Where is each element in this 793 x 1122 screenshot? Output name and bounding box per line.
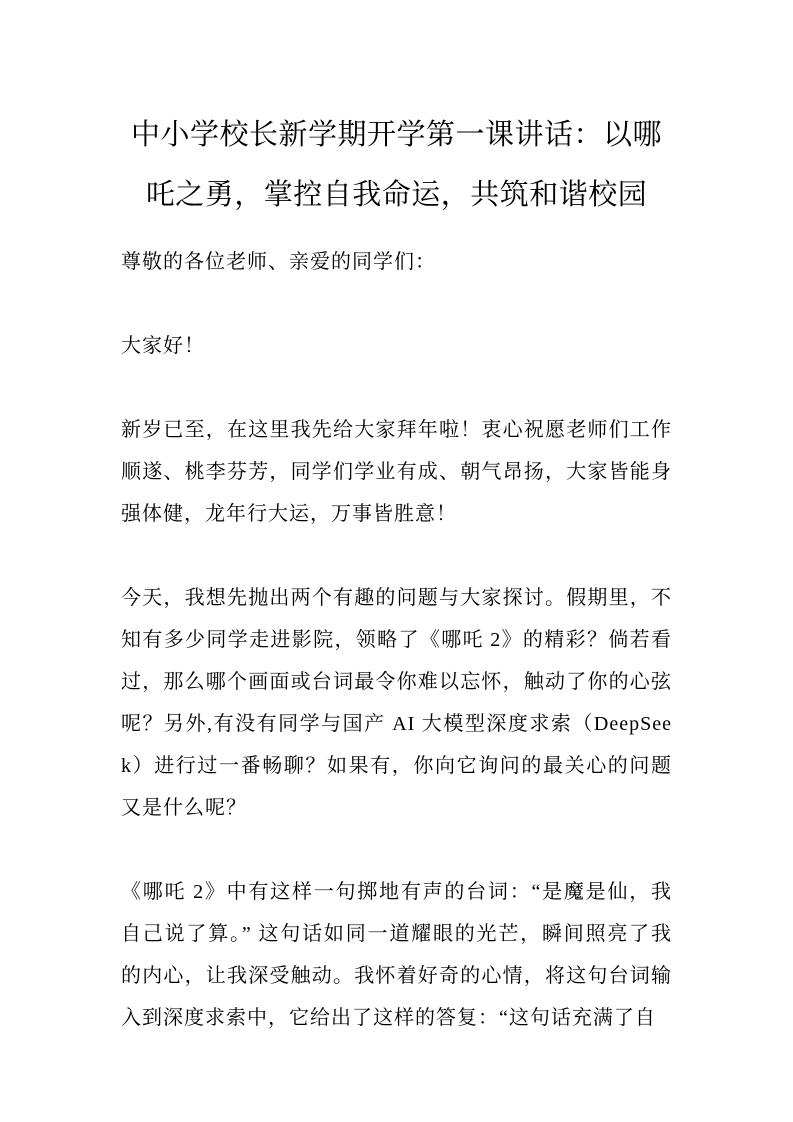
document-title: 中小学校长新学期开学第一课讲话：以哪吒之勇，掌控自我命运，共筑和谐校园 [130, 119, 662, 211]
paragraph-salutation: 尊敬的各位老师、亲爱的同学们： [121, 251, 436, 273]
paragraph-two-questions: 今天，我想先抛出两个有趣的问题与大家探讨。假期里，不知有多少同学走进影院，领略了《哪吒 2》的精彩？倘若看过，那么哪个画面或台词最令你难以忘怀，触动了你的心弦呢？另外,有没有同学与国产 AI 大模型深度求索（DeepSeek）进行过一番畅聊？如果有，你向它询问的最关心的问题又是什么呢？ [121, 587, 672, 819]
paragraph-greeting: 大家好！ [121, 335, 205, 357]
paragraph-nezha-quote: 《哪吒 2》中有这样一句掷地有声的台词：“是魔是仙，我自己说了算。” 这句话如同一道耀眼的光芒，瞬间照亮了我的内心，让我深受触动。我怀着好奇的心情，将这句台词输入到深度求索中，它给出了这样的答复：“这句话充满了自 [121, 881, 672, 1029]
paragraph-new-year-wishes: 新岁已至，在这里我先给大家拜年啦！衷心祝愿老师们工作顺遂、桃李芬芳，同学们学业有成、朝气昂扬，大家皆能身强体健，龙年行大运，万事皆胜意！ [121, 419, 672, 525]
